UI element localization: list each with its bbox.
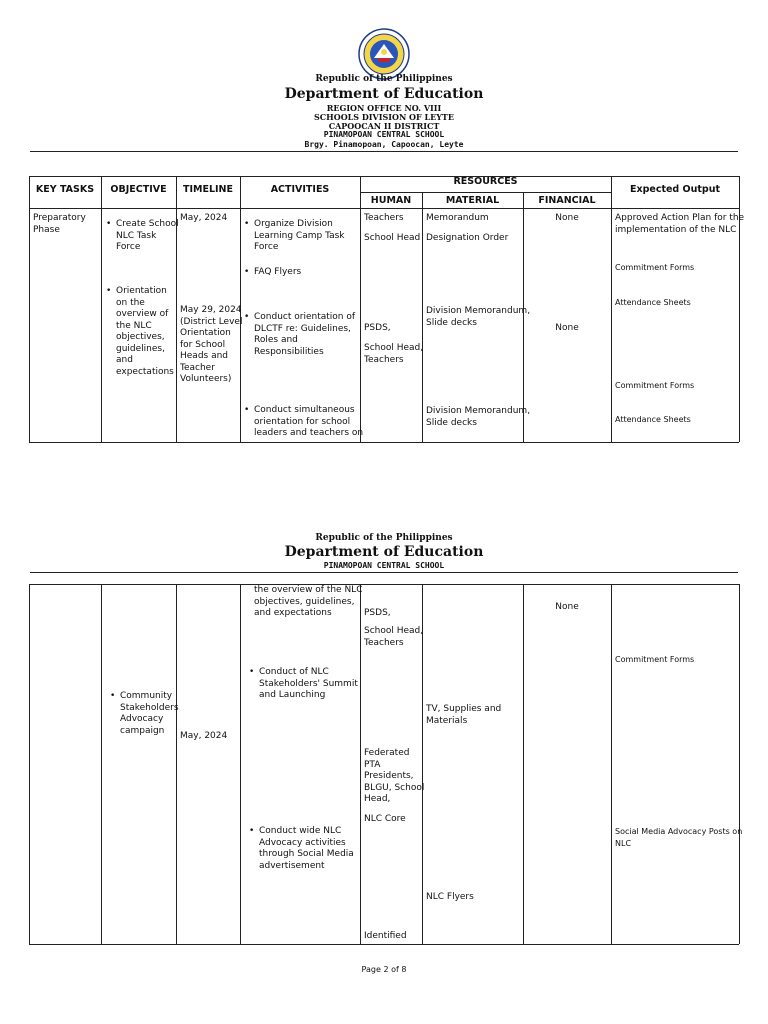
key-task-cell: Preparatory Phase	[33, 213, 86, 235]
human-cell: PSDS,	[364, 323, 391, 333]
col-material: MATERIAL	[445, 195, 500, 206]
col-resources: RESOURCES	[453, 176, 518, 187]
division-label: SCHOOLS DIVISION OF LEYTE	[314, 112, 454, 122]
expected-cell: Approved Action Plan for the implementation of the NLC	[615, 213, 745, 235]
expected-cell: Commitment Forms	[615, 263, 695, 272]
region-label: REGION OFFICE NO. VIII	[326, 103, 442, 113]
school-label: PINAMOPOAN CENTRAL SCHOOL	[323, 130, 445, 139]
human-cell: School Head, Teachers	[364, 626, 424, 648]
header-divider	[30, 151, 738, 152]
material-cell: TV, Supplies and Materials	[426, 704, 502, 726]
material-cell: Division Memorandum, Slide decks	[426, 306, 531, 328]
financial-cell: None	[555, 323, 579, 333]
col-activities: ACTIVITIES	[270, 184, 330, 195]
activity-item: • Conduct simultaneous orientation for school leaders and teachers on	[254, 405, 363, 440]
financial-cell: None	[555, 213, 579, 223]
objective-item: • Community Stakeholders Advocacy campaign	[120, 691, 179, 737]
header-divider	[30, 572, 738, 573]
col-human: HUMAN	[370, 195, 412, 206]
col-key-tasks: KEY TASKS	[35, 184, 95, 195]
department-title: Department of Education	[284, 544, 484, 560]
timeline-cell: May 29, 2024 (District Level Orientation for School Heads and Teacher Volunteers)	[180, 305, 243, 384]
objective-item: • Create School NLC Task Force	[116, 219, 179, 254]
expected-cell: Commitment Forms	[615, 381, 695, 390]
human-cell: NLC Core	[364, 814, 406, 824]
deped-seal	[358, 28, 410, 80]
expected-cell: Social Media Advocacy Posts on NLC	[615, 827, 743, 848]
activity-item: • Conduct wide NLC Advocacy activities through Social Media advertisement	[259, 826, 354, 872]
col-timeline: TIMELINE	[183, 184, 233, 195]
human-cell: School Head	[364, 233, 421, 243]
col-objective: OBJECTIVE	[110, 184, 167, 195]
district-label: CAPOOCAN II DISTRICT	[328, 121, 440, 131]
material-cell: Designation Order	[426, 233, 509, 243]
human-cell: Teachers	[364, 213, 404, 223]
material-cell: Division Memorandum, Slide decks	[426, 406, 531, 428]
timeline-cell: May, 2024	[180, 731, 228, 741]
timeline-cell: May, 2024	[180, 213, 228, 223]
activity-continued: the overview of the NLC objectives, guidelines, and expectations	[254, 585, 363, 618]
material-cell: Memorandum	[426, 213, 489, 223]
human-cell: Identified	[364, 931, 407, 941]
human-cell: School Head, Teachers	[364, 343, 424, 365]
activity-item: • Organize Division Learning Camp Task Force	[254, 219, 345, 254]
address-label: Brgy. Pinamopoan, Capoocan, Leyte	[304, 140, 464, 149]
material-cell: NLC Flyers	[426, 892, 474, 902]
republic-label: Republic of the Philippines	[315, 533, 453, 543]
activity-item: • Conduct orientation of DLCTF re: Guidelines, Roles and Responsibilities	[254, 312, 355, 358]
expected-cell: Attendance Sheets	[615, 298, 691, 307]
col-expected-output: Expected Output	[629, 184, 721, 195]
expected-cell: Attendance Sheets	[615, 415, 691, 424]
school-label: PINAMOPOAN CENTRAL SCHOOL	[323, 561, 445, 570]
department-title: Department of Education	[284, 86, 484, 102]
col-financial: FINANCIAL	[538, 195, 596, 206]
activity-item: • FAQ Flyers	[254, 267, 301, 279]
human-cell: PSDS,	[364, 608, 391, 618]
financial-cell: None	[555, 602, 579, 612]
page-number: Page 2 of 8	[361, 965, 407, 974]
objective-item: • Orientation on the overview of the NLC objectives, guidelines, and expectations	[116, 286, 174, 378]
activity-item: • Conduct of NLC Stakeholders' Summit and Launching	[259, 667, 358, 702]
expected-cell: Commitment Forms	[615, 655, 695, 664]
human-cell: Federated PTA Presidents, BLGU, School Head,	[364, 748, 425, 804]
republic-label: Republic of the Philippines	[315, 74, 453, 84]
